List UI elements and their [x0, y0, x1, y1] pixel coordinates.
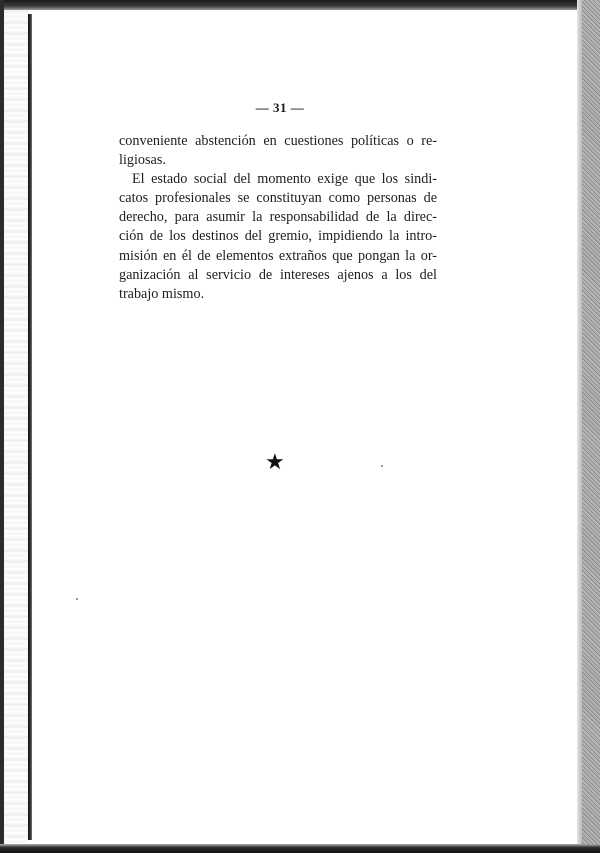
- text-line: catos profesionales se constituyan como personas de: [119, 190, 437, 207]
- text-line: conveniente abstención en cuestiones políticas o re-: [119, 133, 437, 149]
- star-ornament: ★: [265, 450, 285, 475]
- text-line: trabajo mismo.: [119, 285, 205, 302]
- text-line: ganización al servicio de intereses ajenos a los del: [119, 266, 437, 283]
- body-text: [119, 132, 437, 304]
- text-line: misión en él de elementos extraños que pongan la or-: [119, 247, 437, 264]
- binding-gutter: [4, 10, 28, 844]
- scan-speck: [381, 465, 383, 467]
- text-line: El estado social del momento exige que los sindi-: [132, 171, 437, 188]
- binding-shadow-line: [28, 14, 32, 840]
- scan-edge-top: [0, 0, 600, 10]
- text-line: ción de los destinos del gremio, impidiendo la intro-: [119, 228, 437, 245]
- scan-edge-bottom: [0, 844, 600, 853]
- text-line: derecho, para asumir la responsabilidad de la direc-: [119, 209, 437, 226]
- scan-speck: [76, 598, 78, 600]
- text-line: ligiosas.: [119, 152, 166, 169]
- page-number: — 31 —: [255, 100, 305, 115]
- scan-edge-right: [582, 0, 600, 853]
